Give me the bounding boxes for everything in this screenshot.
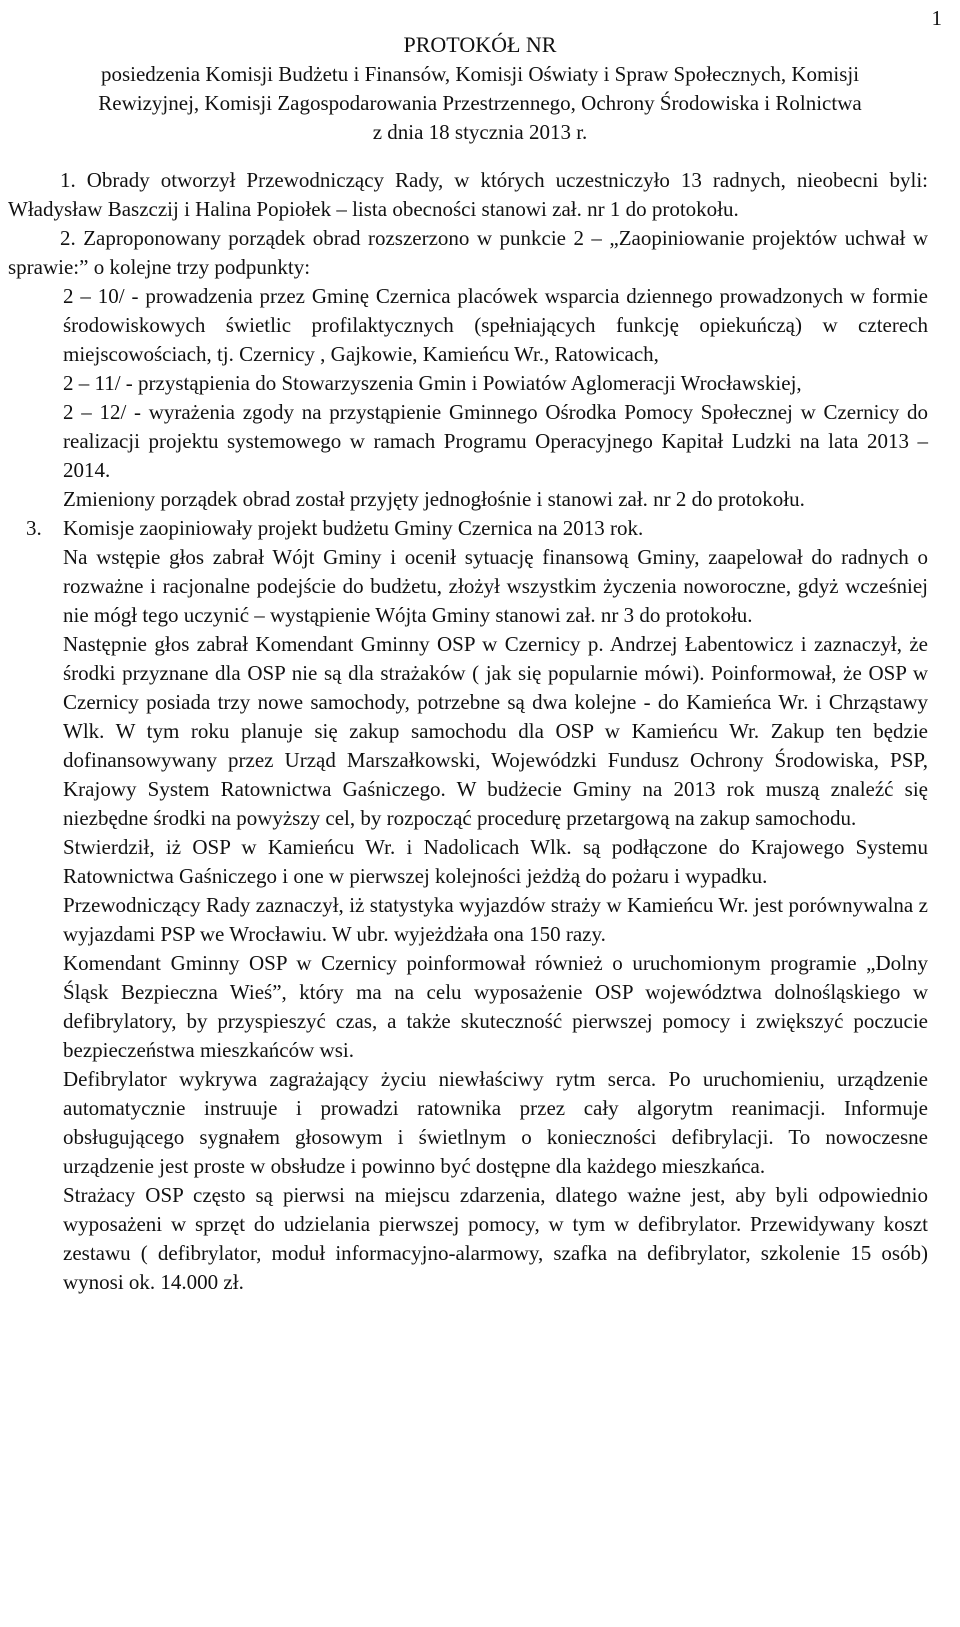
- paragraph-item-3: [8, 514, 928, 543]
- paragraph-order-adopted: Zmieniony porządek obrad został przyjęty jednogłośnie i stanowi zał. nr 2 do protokołu.: [63, 487, 805, 511]
- paragraph-chairman-statistics: Przewodniczący Rady zaznaczył, iż statystyka wyjazdów straży w Kamieńcu Wr. jest porównywalna z wyjazdami PSP we Wrocławiu. W ubr. wyjeżdżała ona 150 razy.: [63, 893, 928, 946]
- paragraph-program: Komendant Gminny OSP w Czernicy poinformował również o uruchomionym programie „Dolny Śląsk Bezpieczna Wieś”, który ma na celu wyposażenie OSP województwa dolnośląskiego w defibrylatory, by przyspieszyć czas, a także skuteczność pierwszej pomocy i zwiększyć poczucie bezpieczeństwa mieszkańców wsi.: [63, 951, 928, 1062]
- paragraph-item-2-12: 2 – 12/ - wyrażenia zgody na przystąpienie Gminnego Ośrodka Pomocy Społecznej w Czernicy do realizacji projektu systemowego w ramach Programu Operacyjnego Kapitał Ludzki na lata 2013 – 2014.: [63, 400, 928, 482]
- item-3-number: 3.: [26, 516, 42, 540]
- paragraph-wojt-speech: Na wstępie głos zabrał Wójt Gminy i ocenił sytuację finansową Gminy, zaapelował do radnych o rozważne i racjonalne podejście do budżetu, złożył wszystkim życzenia noworoczne, gdyż wcześniej nie mógł tego uczynić – wystąpienie Wójta Gminy stanowi zał. nr 3 do protokołu.: [63, 545, 928, 627]
- page-number: 1: [931, 6, 942, 30]
- document-header: [0, 30, 960, 147]
- paragraph-item-1: 1. Obrady otworzył Przewodniczący Rady, w których uczestniczyło 13 radnych, nieobecni byli: Władysław Baszczij i Halina Popiołek – lista obecności stanowi zał. nr 1 do protokołu.: [8, 168, 928, 221]
- header-line-1: posiedzenia Komisji Budżetu i Finansów, Komisji Oświaty i Spraw Społecznych, Komisji: [100, 62, 860, 86]
- paragraph-equipment-cost: Strażacy OSP często są pierwsi na miejscu zdarzenia, dlatego ważne jest, aby byli odpowiednio wyposażeni w sprzęt do udzielania pierwszej pomocy, w tym w defibrylator. Przewidywany koszt zestawu ( defibrylator, moduł informacyjno-alarmowy, szafka na defibrylator, szkolenie 15 osób) wynosi ok. 14.000 zł.: [63, 1183, 928, 1294]
- paragraph-defibrillator: Defibrylator wykrywa zagrażający życiu niewłaściwy rytm serca. Po uruchomieniu, urządzenie automatycznie instruuje i prowadzi ratownika przez cały algorytm reanimacji. Informuje obsługującego sygnałem głosowym i świetlnym o konieczności defibrylacji. To nowoczesne urządzenie jest proste w obsłudze i powinno być dostępne dla każdego mieszkańca.: [63, 1067, 928, 1178]
- paragraph-item-2-11: 2 – 11/ - przystąpienia do Stowarzyszenia Gmin i Powiatów Aglomeracji Wrocławskiej,: [63, 371, 802, 395]
- document-title: PROTOKÓŁ NR: [403, 32, 557, 57]
- paragraph-item-2: 2. Zaproponowany porządek obrad rozszerzono w punkcie 2 – „Zaopiniowanie projektów uchwał w sprawie:” o kolejne trzy podpunkty:: [8, 226, 928, 279]
- paragraph-item-2-10: 2 – 10/ - prowadzenia przez Gminę Czernica placówek wsparcia dziennego prowadzonych w formie środowiskowych świetlic profilaktycznych (spełniających funkcję opiekuńczą) w czterech miejscowościach, tj. Czernicy , Gajkowie, Kamieńcu Wr., Ratowicach,: [63, 284, 928, 366]
- paragraph-ksrg: Stwierdził, iż OSP w Kamieńcu Wr. i Nadolicach Wlk. są podłączone do Krajowego Systemu Ratownictwa Gaśniczego i one w pierwszej kolejności jeżdżą do pożaru i wypadku.: [63, 835, 928, 888]
- header-date: z dnia 18 stycznia 2013 r.: [372, 120, 588, 144]
- paragraph-commander-speech: Następnie głos zabrał Komendant Gminny OSP w Czernicy p. Andrzej Łabentowicz i zaznaczył, że środki przyznane dla OSP nie są dla strażaków ( jak się popularnie mówi). Poinformował, że OSP w Czernicy posiada trzy nowe samochody, potrzebne są dwa kolejne - do Kamieńca Wr. i Chrząstawy Wlk. W tym roku planuje się zakup samochodu dla OSP w Kamieńcu Wr. Zakup ten będzie dofinansowywany przez Urząd Marszałkowski, Wojewódzki Fundusz Ochrony Środowiska, PSP, Krajowy System Ratownictwa Gaśniczego. W budżecie Gminy na 2013 rok muszą znaleźć się niezbędne środki na powyższy cel, by rozpocząć procedurę przetargową na zakup samochodu.: [63, 632, 928, 830]
- item-3-text: Komisje zaopiniowały projekt budżetu Gminy Czernica na 2013 rok.: [63, 516, 644, 540]
- header-line-2: Rewizyjnej, Komisji Zagospodarowania Przestrzennego, Ochrony Środowiska i Rolnictwa: [98, 91, 862, 115]
- document-body: [8, 166, 928, 1297]
